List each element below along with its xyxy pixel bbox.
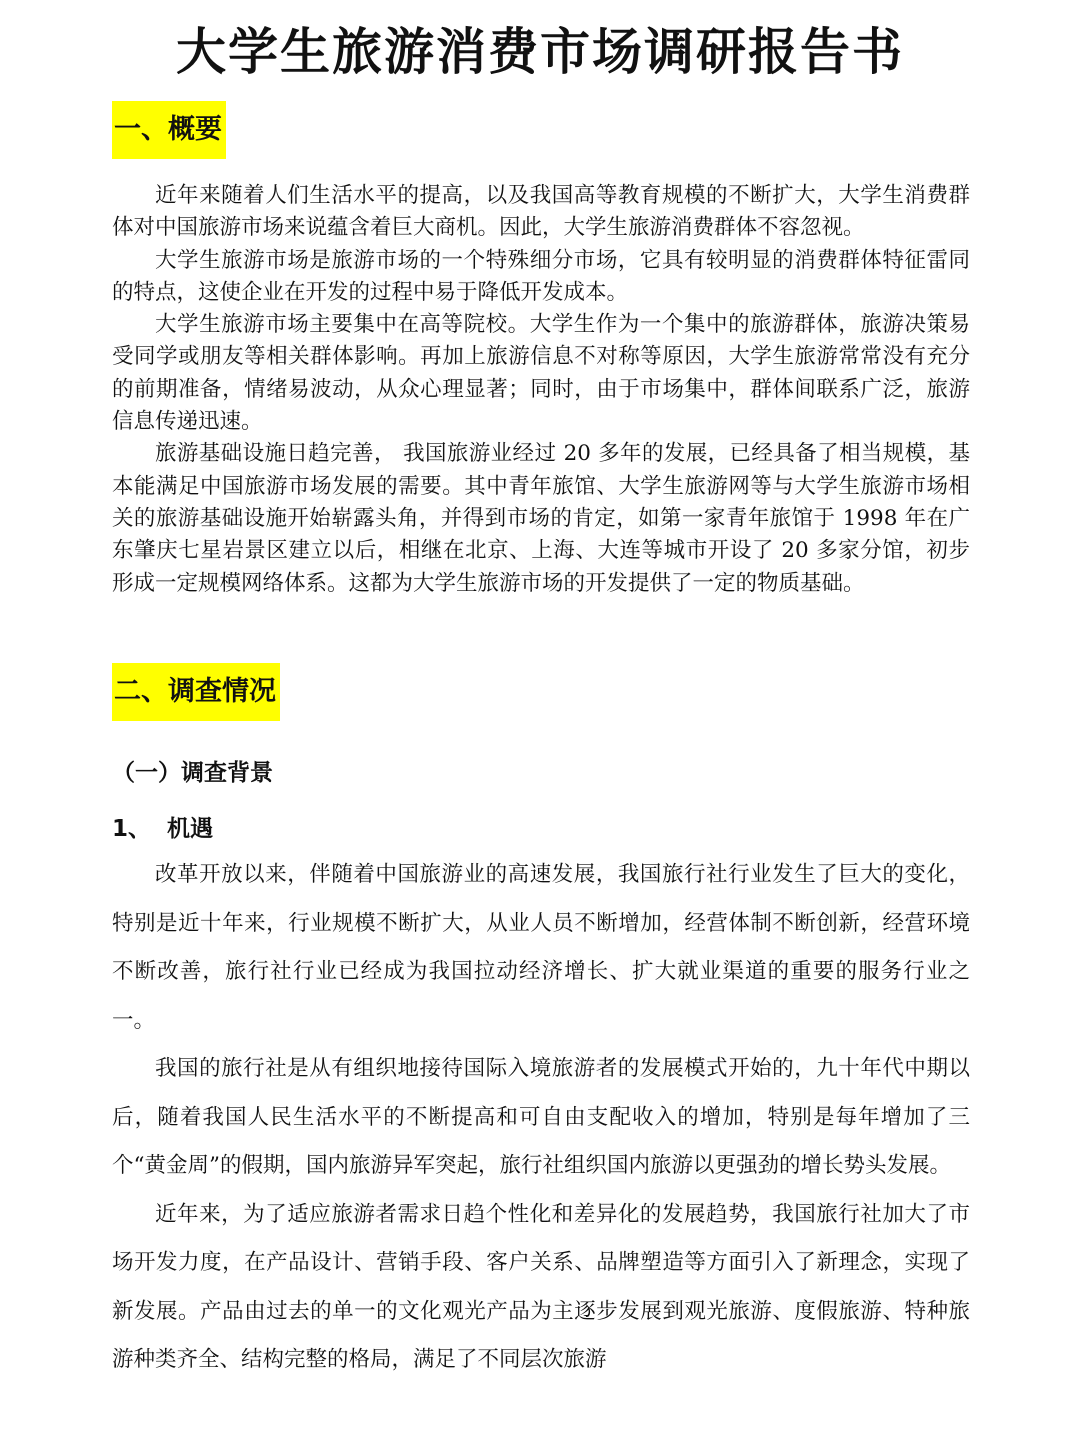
section-overview-body	[112, 180, 970, 600]
section-survey-body	[112, 851, 970, 1385]
paragraph: 大学生旅游市场主要集中在高等院校。大学生作为一个集中的旅游群体，旅游决策易受同学或朋友等相关群体影响。再加上旅游信息不对称等原因，大学生旅游常常没有充分的前期准备，情绪易波动，从众心理显著；同时，由于市场集中，群体间联系广泛，旅游信息传递迅速。	[112, 312, 970, 435]
section-heading-survey: 二、调查情况	[112, 663, 280, 721]
document-title: 大学生旅游消费市场调研报告书	[176, 23, 904, 81]
paragraph: 近年来随着人们生活水平的提高，以及我国高等教育规模的不断扩大，大学生消费群体对中国旅游市场来说蕴含着巨大商机。因此，大学生旅游消费群体不容忽视。	[112, 183, 970, 241]
paragraph: 大学生旅游市场是旅游市场的一个特殊细分市场，它具有较明显的消费群体特征雷同的特点，这使企业在开发的过程中易于降低开发成本。	[112, 247, 970, 305]
section-heading-overview: 一、概要	[112, 101, 226, 159]
paragraph: 我国的旅行社是从有组织地接待国际入境旅游者的发展模式开始的，九十年代中期以后，随着我国人民生活水平的不断提高和可自由支配收入的增加，特别是每年增加了三个“黄金周”的假期，国内旅游异军突起，旅行社组织国内旅游以更强劲的增长势头发展。	[112, 1056, 970, 1178]
item-heading-opportunity: 1、 机遇	[112, 816, 214, 842]
paragraph: 改革开放以来，伴随着中国旅游业的高速发展，我国旅行社行业发生了巨大的变化，特别是近十年来，行业规模不断扩大，从业人员不断增加，经营体制不断创新，经营环境不断改善，旅行社行业已经成为我国拉动经济增长、扩大就业渠道的重要的服务行业之一。	[112, 862, 970, 1033]
paragraph: 近年来，为了适应旅游者需求日趋个性化和差异化的发展趋势，我国旅行社加大了市场开发力度，在产品设计、营销手段、客户关系、品牌塑造等方面引入了新理念，实现了新发展。产品由过去的单一的文化观光产品为主逐步发展到观光旅游、度假旅游、特种旅游种类齐全、结构完整的格局，满足了不同层次旅游	[112, 1201, 970, 1372]
subsection-heading-background: （一）调查背景	[112, 760, 273, 786]
paragraph: 旅游基础设施日趋完善， 我国旅游业经过 20 多年的发展，已经具备了相当规模，基本能满足中国旅游市场发展的需要。其中青年旅馆、大学生旅游网等与大学生旅游市场相关的旅游基础设施开始崭露头角，并得到市场的肯定，如第一家青年旅馆于 1998 年在广东肇庆七星岩景区建立以后，相继在北京、上海、大连等城市开设了 20 多家分馆，初步形成一定规模网络体系。这都为大学生旅游市场的开发提供了一定的物质基础。	[112, 441, 970, 596]
